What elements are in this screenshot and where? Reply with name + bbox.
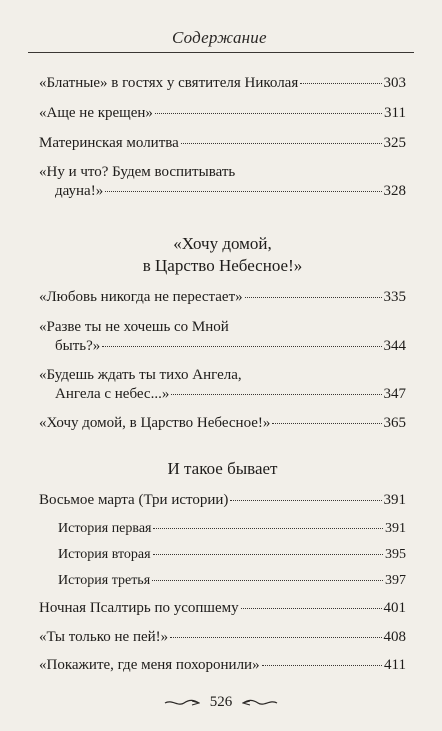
toc-entry-title: История вторая [58,547,151,562]
toc-entry-title: быть?» [55,338,101,354]
toc-entry-title: Восьмое марта (Три истории) [39,492,229,508]
toc-entry-page: 408 [383,629,406,645]
section-heading [39,233,406,277]
section-heading-line: в Царство Небесное!» [142,256,303,275]
toc-entry[interactable] [39,318,406,356]
toc-entry-title: «Аще не крещен» [39,105,153,121]
leader-dots [245,297,382,298]
leader-dots [153,554,383,555]
section-heading-line: «Хочу домой, [173,234,272,253]
section-heading [39,458,406,480]
leader-dots [153,528,383,529]
leader-dots [181,143,382,144]
toc-entry-title: «Любовь никогда не перестает» [39,289,243,305]
leader-dots [105,191,381,192]
leader-dots [102,346,381,347]
toc-entry-page: 303 [383,75,406,91]
toc-entry-title: Ангела с небес...» [55,386,170,402]
toc-entry-title-line: «Разве ты не хочешь со Мной [39,319,229,335]
toc-entry[interactable] [39,74,406,93]
leader-dots [272,423,381,424]
toc-subentry[interactable] [58,571,406,590]
toc-entry-page: 328 [383,183,406,199]
toc-entry-page: 335 [383,289,406,305]
toc-entry-page: 397 [385,573,406,588]
toc-entry[interactable] [39,104,406,123]
leader-dots [262,665,382,666]
page-number: 526 [209,694,233,710]
flourish-ornament-left-icon [164,698,200,708]
page-header-title: Содержание [172,28,267,47]
toc-entry[interactable] [39,628,406,647]
toc-entry-page: 325 [383,135,406,151]
toc-entry-title: История первая [58,521,152,536]
leader-dots [152,580,383,581]
toc-entry-title-line: «Будешь ждать ты тихо Ангела, [39,367,242,383]
toc-entry[interactable] [39,134,406,153]
leader-dots [300,83,381,84]
leader-dots [155,113,382,114]
section-heading-line: И такое бывает [167,459,278,478]
toc-entry-page: 365 [383,415,406,431]
toc-entry-page: 411 [384,657,406,673]
toc-entry-page: 395 [385,547,406,562]
leader-dots [241,608,382,609]
toc-entry[interactable] [39,599,406,618]
toc-entry-title: «Хочу домой, в Царство Небесное!» [39,415,271,431]
toc-entry-page: 344 [383,338,406,354]
toc-entry-page: 401 [383,600,406,616]
toc-entry-title: «Покажите, где меня похоронили» [39,657,260,673]
toc-entry[interactable] [39,414,406,433]
toc-entry-title: Ночная Псалтирь по усопшему [39,600,239,616]
toc-entry-page: 347 [383,386,406,402]
flourish-ornament-right-icon [242,698,278,708]
toc-entry[interactable] [39,656,406,675]
toc-entry[interactable] [39,491,406,510]
toc-entry-page: 391 [385,521,406,536]
toc-entry-title: Материнская молитва [39,135,179,151]
toc-subentry[interactable] [58,519,406,538]
toc-entry[interactable] [39,288,406,307]
header-rule [28,52,414,53]
toc-entry-title: дауна!» [55,183,104,199]
toc-entry[interactable] [39,366,406,404]
page-footer [0,694,442,711]
toc-entry[interactable] [39,163,406,201]
toc-entry-title: «Блатные» в гостях у святителя Николая [39,75,299,91]
leader-dots [170,637,381,638]
leader-dots [171,394,381,395]
toc-entry-page: 391 [383,492,406,508]
toc-subentry[interactable] [58,545,406,564]
leader-dots [230,500,381,501]
toc-entry-title: История третья [58,573,151,588]
toc-entry-title-line: «Ну и что? Будем воспитывать [39,164,236,180]
toc-entry-title: «Ты только не пей!» [39,629,169,645]
toc-entry-page: 311 [384,105,406,121]
